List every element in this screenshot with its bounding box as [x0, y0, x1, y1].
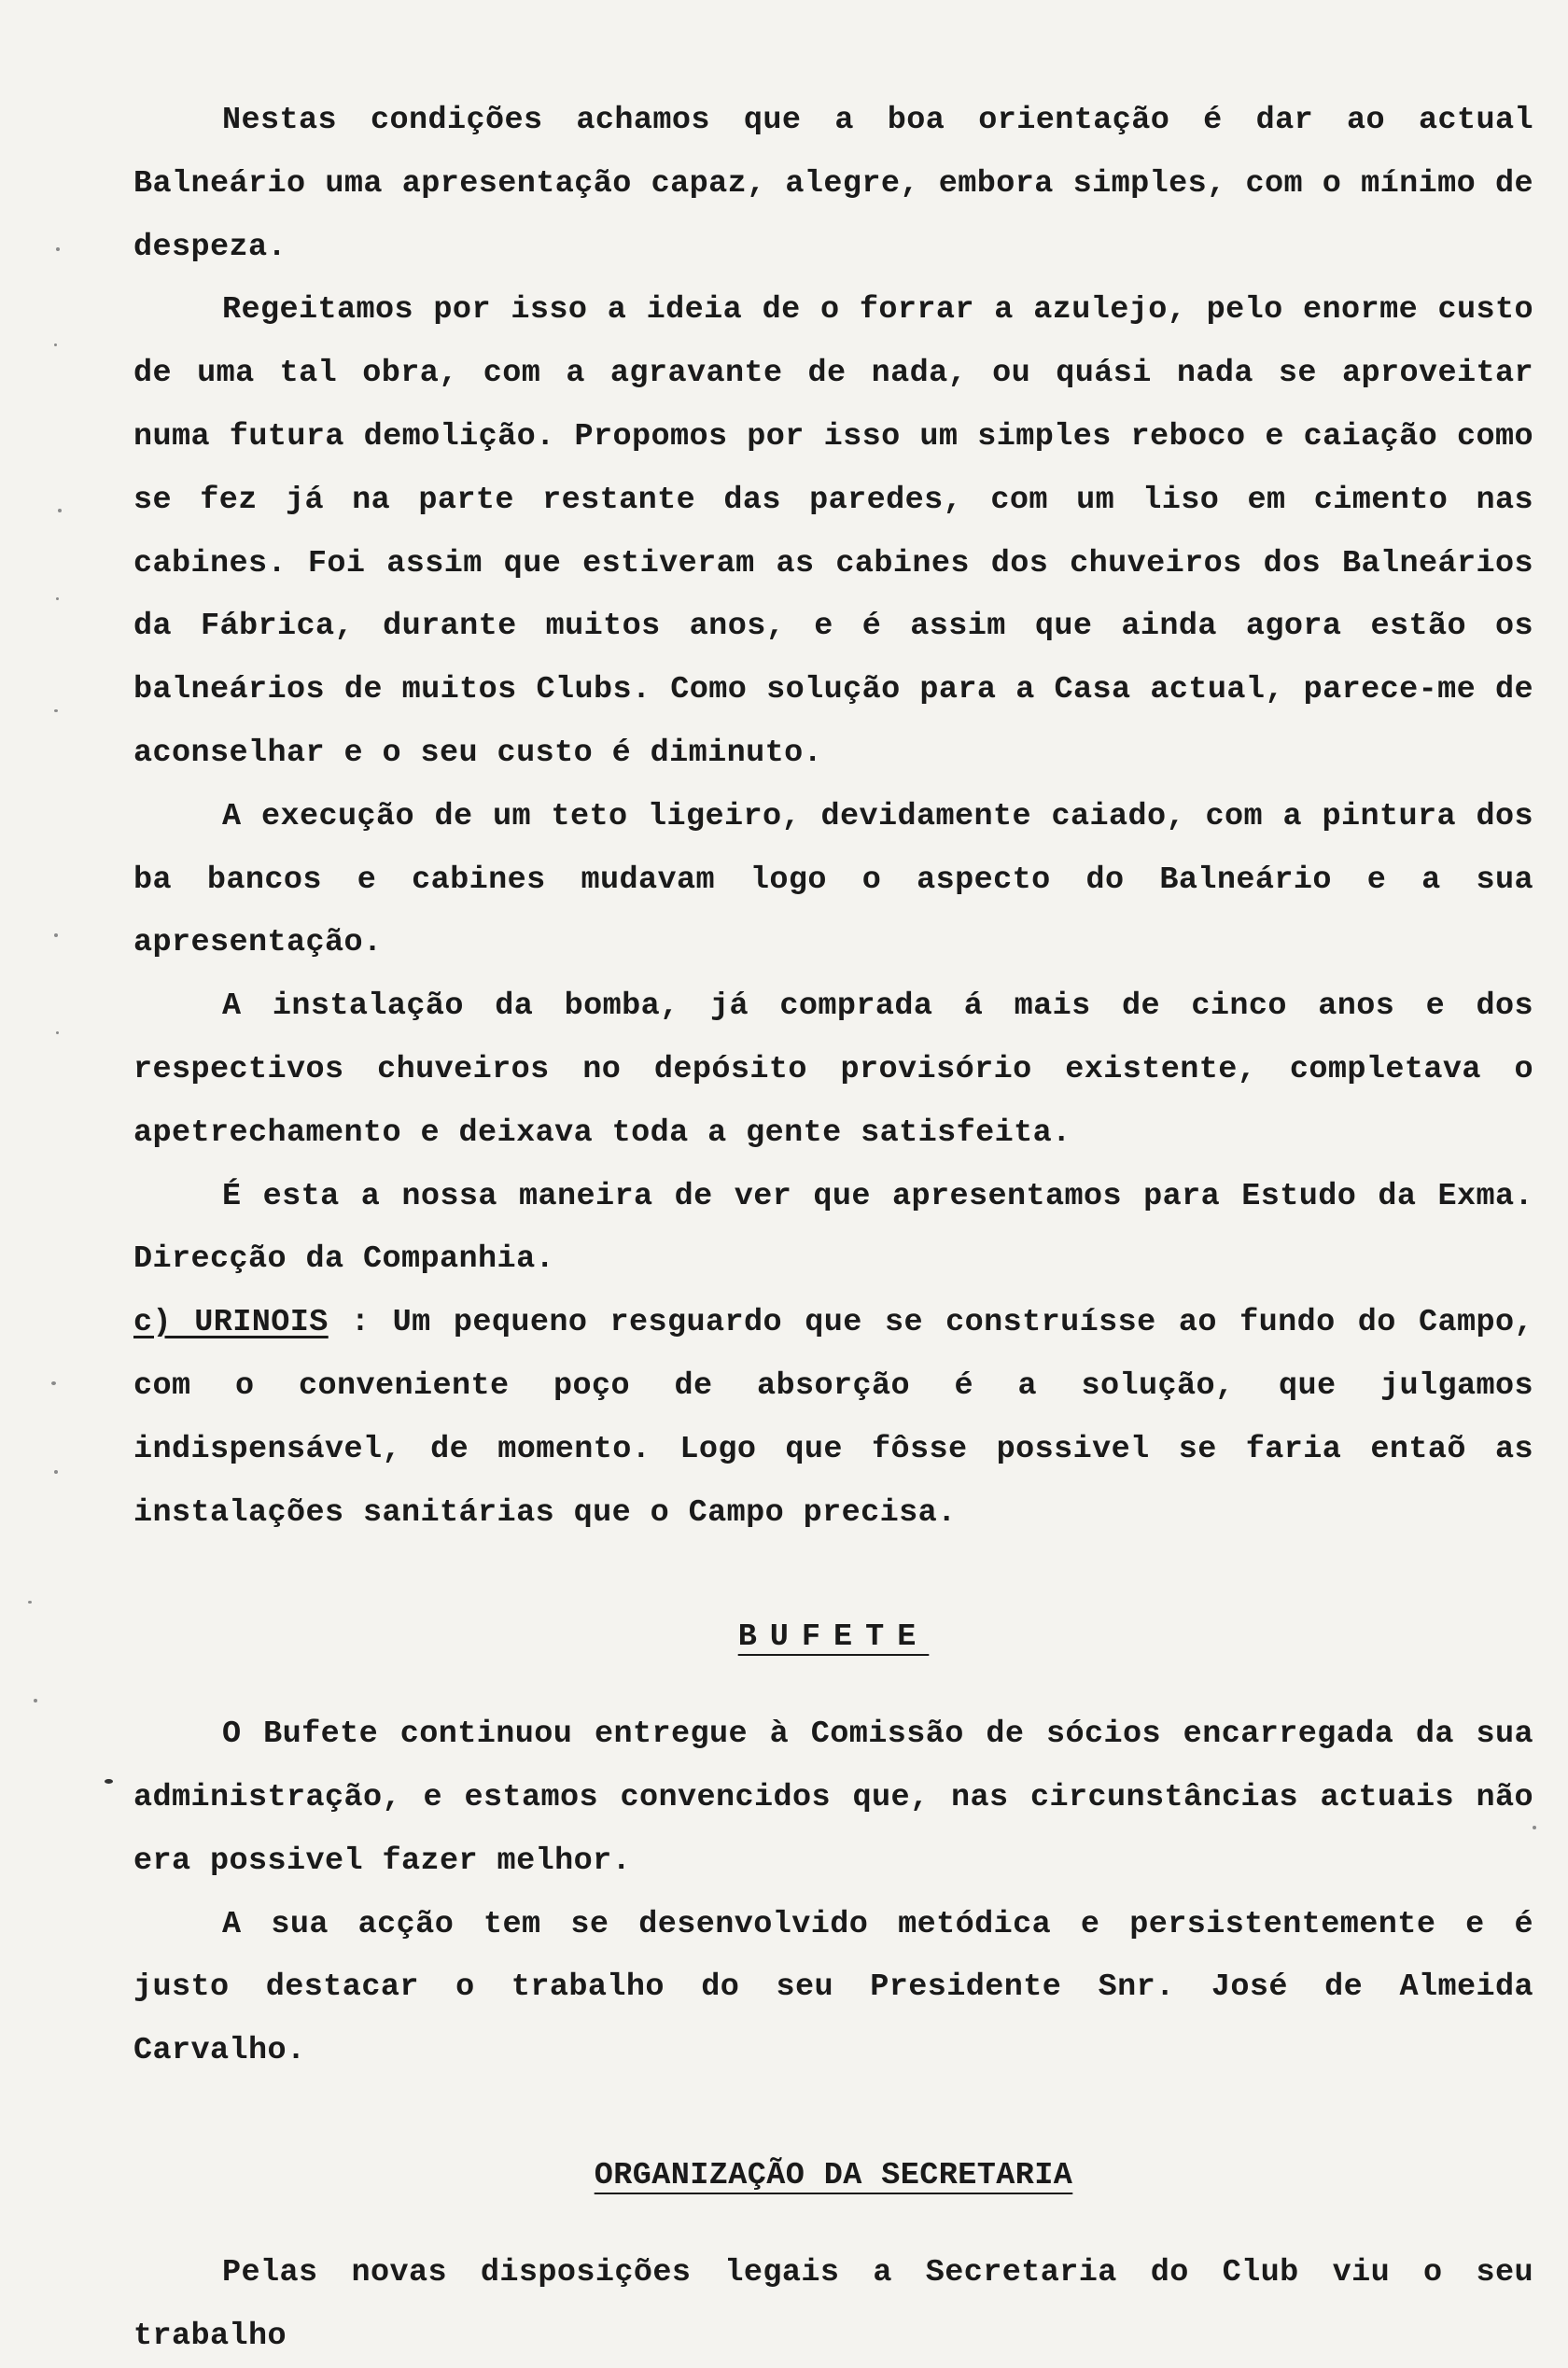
document-body — [133, 90, 1533, 2368]
paragraph-azulejo: Regeitamos por isso a ideia de o forrar a azulejo, pelo enorme custo de uma tal obra, com a agravante de nada, ou quási nada se aproveitar numa futura demolição. Propomos por isso um simples reboco e caiação como se fez já na parte restante das paredes, com um liso em cimento nas cabines. Foi assim que estiveram as cabines dos chuveiros dos Balneários da Fábrica, durante muitos anos, e é assim que ainda agora estão os balneários de muitos Clubs. Como solução para a Casa actual, parece-me de aconselhar e o seu custo é diminuto. — [133, 292, 1533, 771]
paragraph-teto: A execução de um teto ligeiro, devidamente caiado, com a pintura dos ba bancos e cabines mudavam logo o aspecto do Balneário e a sua apresentação. — [133, 798, 1533, 961]
section-heading-secretaria: ORGANIZAÇÃO DA SECRETARIA — [594, 2157, 1073, 2193]
paragraph-secretaria-1: Pelas novas disposições legais a Secretaria do Club viu o seu trabalho — [133, 2254, 1533, 2354]
urinois-text: : Um pequeno resguardo que se construísse ao fundo do Campo, com o conveniente poço de absorção é a solução, que julgamos indispensável, de momento. Logo que fôsse possivel se faria entaõ as instalações sanitárias que o Campo precisa. — [133, 1305, 1533, 1531]
paragraph-estudo: É esta a nossa maneira de ver que apresentamos para Estudo da Exma. Direcção da Companhia. — [133, 1178, 1533, 1278]
urinois-label: c) URINOIS — [133, 1305, 329, 1341]
paragraph-bufete-2: A sua acção tem se desenvolvido metódica e persistentemente e é justo destacar o trabalho do seu Presidente Snr. José de Almeida Carvalho. — [133, 1906, 1533, 2069]
paragraph-intro-1: Nestas condições achamos que a boa orientação é dar ao actual Balneário uma apresentação capaz, alegre, embora simples, com o mínimo de despeza. — [133, 103, 1533, 265]
paragraph-bufete-1: O Bufete continuou entregue à Comissão de sócios encarregada da sua administração, e estamos convencidos que, nas circunstâncias actuais não era possivel fazer melhor. — [133, 1716, 1533, 1879]
paragraph-bomba: A instalação da bomba, já comprada á mais de cinco anos e dos respectivos chuveiros no depósito provisório existente, completava o apetrechamento e deixava toda a gente satisfeita. — [133, 988, 1533, 1151]
section-heading-bufete: BUFETE — [737, 1619, 930, 1656]
paragraph-urinois — [133, 1292, 1533, 1545]
